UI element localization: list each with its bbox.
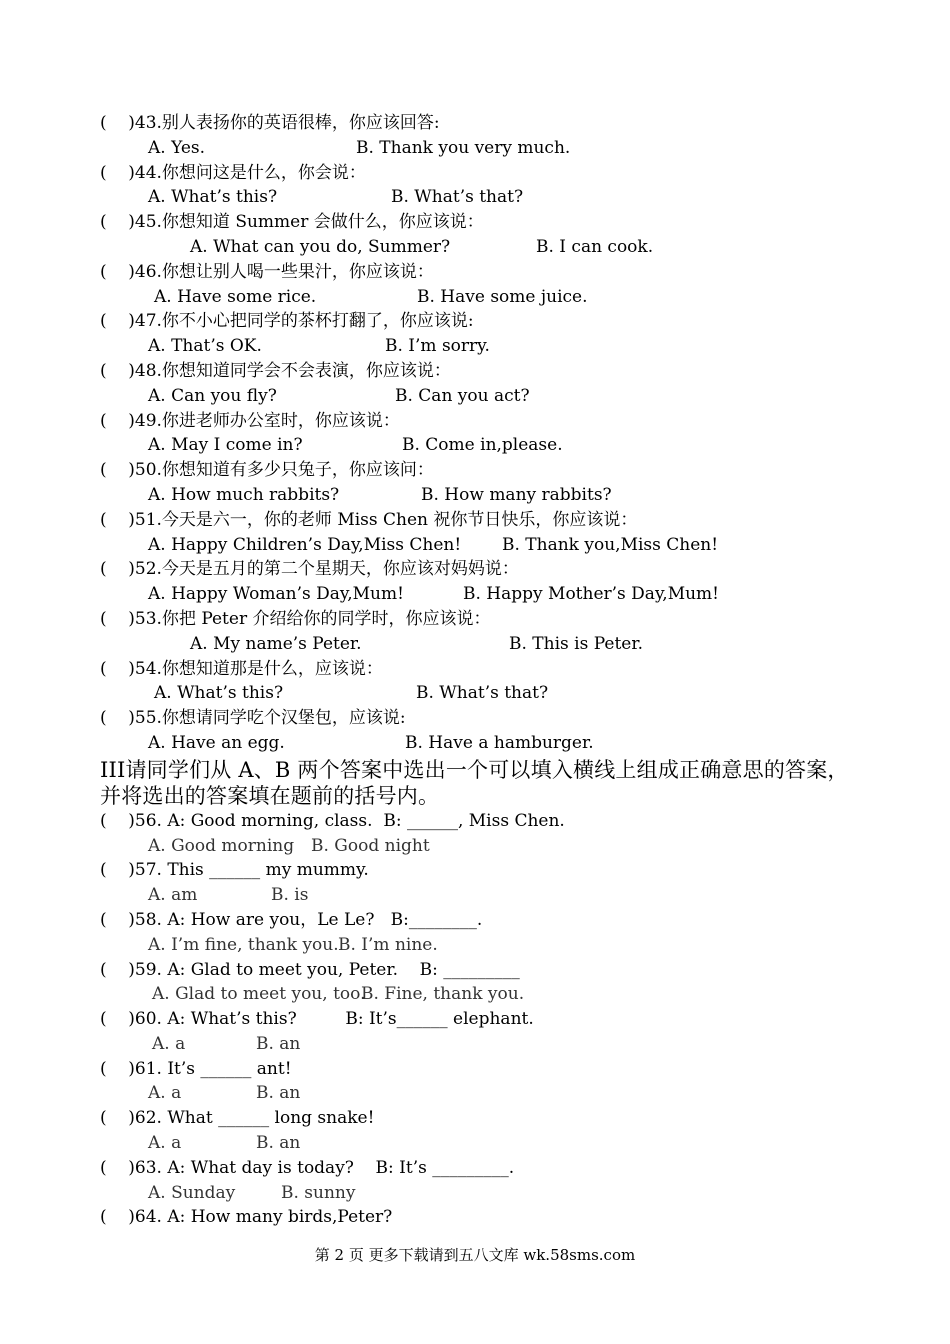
option-a: A. Have some rice. — [154, 286, 317, 307]
options-line — [100, 433, 860, 458]
option-b: B. Have some juice. — [417, 286, 588, 307]
option-b: B. Happy Mother’s Day,Mum! — [463, 584, 719, 605]
option-a: A. a — [148, 1083, 182, 1104]
option-a: A. Happy Children’s Day,Miss Chen! — [148, 534, 462, 555]
options-line — [100, 1131, 860, 1156]
option-b: B. an — [256, 1133, 301, 1154]
option-b: B. I’m sorry. — [385, 336, 490, 357]
options-line — [100, 533, 860, 558]
question-line: ( )52.今天是五月的第二个星期天，你应该对妈妈说： — [100, 559, 519, 580]
question-line: ( )47.你不小心把同学的茶杯打翻了，你应该说: — [100, 311, 474, 332]
option-b: B. What’s that? — [391, 187, 524, 208]
question-line: ( )55.你想请同学吃个汉堡包，应该说: — [100, 708, 406, 729]
options-line — [100, 834, 860, 859]
option-a: A. What can you do, Summer? — [190, 236, 451, 257]
question-line: ( )59. A: Glad to meet you, Peter. B: _________ — [100, 959, 520, 980]
option-a: A. Happy Woman’s Day,Mum! — [148, 584, 404, 605]
question-line: ( )49.你进老师办公室时，你应该说： — [100, 410, 400, 431]
options-line — [100, 582, 860, 607]
question-line: ( )48.你想知道同学会不会表演，你应该说： — [100, 360, 451, 381]
question-line: ( )50.你想知道有多少只兔子，你应该问： — [100, 460, 434, 481]
question-line: ( )57. This ______ my mummy. — [100, 860, 369, 881]
option-b: B. Come in,please. — [402, 435, 563, 456]
option-a: A. Sunday — [148, 1182, 236, 1203]
question-line: ( )44.你想问这是什么，你会说： — [100, 162, 366, 183]
option-b: B. an — [256, 1083, 301, 1104]
option-b: B. Fine, thank you. — [361, 984, 525, 1005]
option-a: A. What’s this? — [148, 187, 278, 208]
option-b: B. How many rabbits? — [421, 484, 612, 505]
question-line: ( )54.你想知道那是什么，应该说： — [100, 658, 383, 679]
question-line: ( )45.你想知道 Summer 会做什么，你应该说： — [100, 212, 484, 233]
option-a: A. am — [148, 885, 198, 906]
option-a: A. Have an egg. — [148, 732, 285, 753]
options-line — [100, 285, 860, 310]
options-line — [100, 185, 860, 210]
option-b: B. This is Peter. — [509, 633, 644, 654]
options-line — [100, 1081, 860, 1106]
question-line: ( )61. It’s ______ ant! — [100, 1058, 292, 1079]
question-line: ( )46.你想让别人喝一些果汁，你应该说： — [100, 261, 434, 282]
option-a: A. May I come in? — [148, 435, 303, 456]
options-line — [100, 136, 860, 161]
options-line — [100, 1032, 860, 1057]
question-line: ( )64. A: How many birds,Peter? — [100, 1207, 393, 1228]
option-b: B. sunny — [281, 1182, 356, 1203]
option-b: B. is — [271, 885, 309, 906]
option-a: A. My name’s Peter. — [190, 633, 362, 654]
option-b: B. I’m nine. — [338, 934, 438, 955]
option-b: B. Good night — [311, 835, 430, 856]
question-line: ( )63. A: What day is today? B: It’s _________. — [100, 1157, 515, 1178]
options-line — [100, 384, 860, 409]
option-b: B. I can cook. — [536, 236, 654, 257]
option-b: B. Have a hamburger. — [405, 732, 594, 753]
section-3-heading: III请同学们从 A、B 两个答案中选出一个可以填入横线上组成正确意思的答案，并将选出的答案填在题前的括号内。 — [100, 757, 849, 808]
option-b: B. What’s that? — [416, 683, 549, 704]
options-line — [100, 933, 860, 958]
option-a: A. a — [152, 1033, 186, 1054]
question-line: ( )56. A: Good morning, class. B: ______, Miss Chen. — [100, 810, 565, 831]
worksheet-body — [100, 111, 860, 1230]
option-b: B. an — [256, 1033, 301, 1054]
option-a: A. Good morning — [148, 835, 295, 856]
option-a: A. What’s this? — [154, 683, 284, 704]
question-line: ( )58. A: How are you，Le Le? B:________. — [100, 909, 483, 930]
option-b: B. Thank you,Miss Chen! — [502, 534, 719, 555]
option-b: B. Thank you very much. — [356, 137, 571, 158]
option-a: A. Glad to meet you, too. — [152, 984, 366, 1005]
option-a: A. How much rabbits? — [148, 484, 340, 505]
option-a: A. Can you fly? — [148, 385, 277, 406]
question-line: ( )51.今天是六一，你的老师 Miss Chen 祝你节日快乐，你应该说： — [100, 509, 638, 530]
option-a: A. I’m fine, thank you. — [148, 934, 339, 955]
options-line — [100, 632, 860, 657]
options-line — [100, 883, 860, 908]
options-line — [100, 1181, 860, 1206]
option-a: A. a — [148, 1133, 182, 1154]
option-a: A. That’s OK. — [148, 336, 262, 357]
options-line — [100, 982, 860, 1007]
options-line — [100, 731, 860, 756]
question-line: ( )53.你把 Peter 介绍给你的同学时，你应该说： — [100, 608, 491, 629]
page-footer: 第 2 页 更多下载请到五八文库 wk.58sms.com — [314, 1246, 636, 1264]
option-a: A. Yes. — [148, 137, 206, 158]
options-line — [100, 681, 860, 706]
question-line: ( )62. What ______ long snake! — [100, 1108, 375, 1129]
options-line — [100, 334, 860, 359]
options-line — [100, 235, 860, 260]
question-line: ( )43.别人表扬你的英语很棒，你应该回答: — [100, 113, 440, 133]
options-line — [100, 483, 860, 508]
option-b: B. Can you act? — [395, 385, 530, 406]
question-line: ( )60. A: What’s this? B: It’s______ elephant. — [100, 1009, 534, 1030]
